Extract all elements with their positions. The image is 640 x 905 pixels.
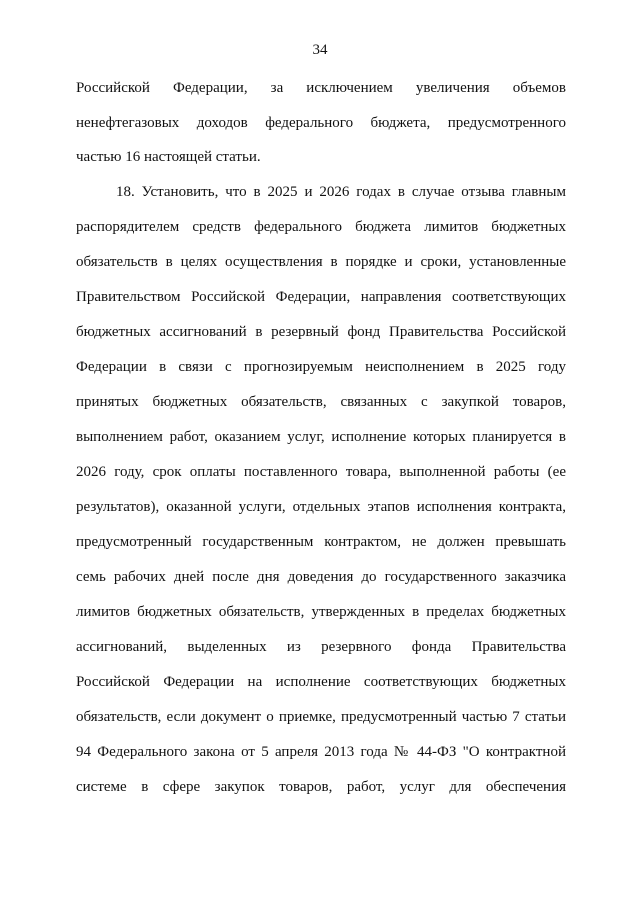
text-line-15: семь рабочих дней после дня доведения до государственного заказчика: [76, 569, 566, 585]
text-line-13: результатов), оказанной услуги, отдельных этапов исполнения контракта,: [76, 499, 566, 515]
text-line-9: Федерации в связи с прогнозируемым неисполнением в 2025 году: [76, 359, 566, 375]
text-line-6: обязательств в целях осуществления в порядке и сроки, установленные: [76, 254, 566, 270]
text-line-17: ассигнований, выделенных из резервного фонда Правительства: [76, 639, 566, 655]
text-line-3: частью 16 настоящей статьи.: [76, 149, 261, 165]
text-line-21: системе в сфере закупок товаров, работ, услуг для обеспечения: [76, 779, 566, 795]
text-line-2: ненефтегазовых доходов федерального бюджета, предусмотренного: [76, 115, 566, 131]
paragraph-18-first-line: 18. Установить, что в 2025 и 2026 годах в случае отзыва главным: [116, 184, 566, 200]
text-line-18: Российской Федерации на исполнение соответствующих бюджетных: [76, 674, 566, 690]
text-line-10: принятых бюджетных обязательств, связанных с закупкой товаров,: [76, 394, 566, 410]
text-line-8: бюджетных ассигнований в резервный фонд Правительства Российской: [76, 324, 566, 340]
text-line-20: 94 Федерального закона от 5 апреля 2013 года № 44-ФЗ "О контрактной: [76, 744, 566, 760]
text-line-7: Правительством Российской Федерации, направления соответствующих: [76, 289, 566, 305]
text-line-19: обязательств, если документ о приемке, предусмотренный частью 7 статьи: [76, 709, 566, 725]
text-line-14: предусмотренный государственным контрактом, не должен превышать: [76, 534, 566, 550]
text-line-16: лимитов бюджетных обязательств, утвержденных в пределах бюджетных: [76, 604, 566, 620]
text-line-5: распорядителем средств федерального бюджета лимитов бюджетных: [76, 219, 566, 235]
text-line-11: выполнением работ, оказанием услуг, исполнение которых планируется в: [76, 429, 566, 445]
text-line-12: 2026 году, срок оплаты поставленного товара, выполненной работы (ее: [76, 464, 566, 480]
page-number: 34: [312, 42, 328, 58]
text-line-1: Российской Федерации, за исключением увеличения объемов: [76, 80, 566, 96]
